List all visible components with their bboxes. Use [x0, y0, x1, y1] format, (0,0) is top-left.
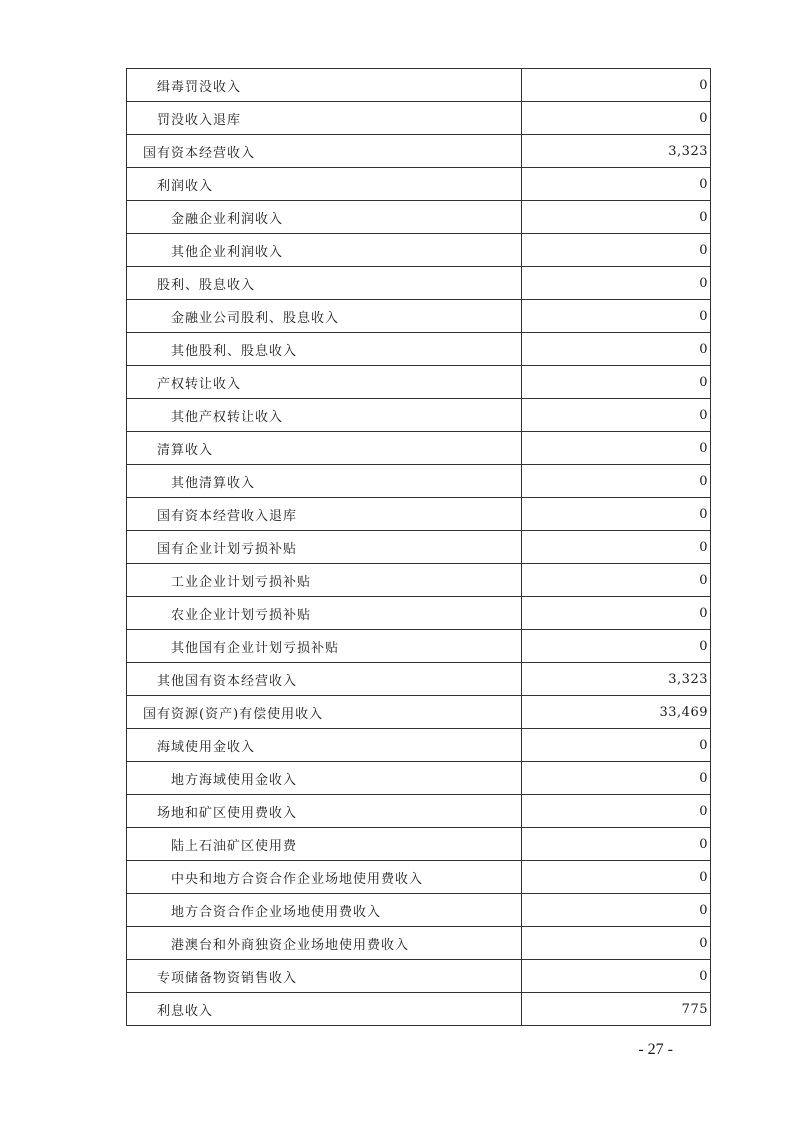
item-name-cell: 地方合资合作企业场地使用费收入 [127, 894, 522, 927]
table-row [127, 597, 711, 630]
item-name-cell: 中央和地方合资合作企业场地使用费收入 [127, 861, 522, 894]
table-row [127, 69, 711, 102]
item-name-cell: 国有资本经营收入退库 [127, 498, 522, 531]
table-row [127, 960, 711, 993]
item-value-cell: 0 [522, 861, 711, 894]
item-name-cell: 清算收入 [127, 432, 522, 465]
table-row [127, 861, 711, 894]
item-value-cell: 0 [522, 531, 711, 564]
page-number: - 27 - [638, 1041, 673, 1058]
table-row [127, 399, 711, 432]
item-value-cell: 0 [522, 729, 711, 762]
table-row [127, 234, 711, 267]
table-row [127, 729, 711, 762]
table-row [127, 201, 711, 234]
item-name-cell: 陆上石油矿区使用费 [127, 828, 522, 861]
item-name-cell: 地方海域使用金收入 [127, 762, 522, 795]
item-name-cell: 专项储备物资销售收入 [127, 960, 522, 993]
item-value-cell: 0 [522, 267, 711, 300]
item-value-cell: 0 [522, 564, 711, 597]
table-row [127, 993, 711, 1026]
item-value-cell: 3,323 [522, 135, 711, 168]
budget-table [126, 68, 711, 1026]
item-name-cell: 其他股利、股息收入 [127, 333, 522, 366]
item-value-cell: 0 [522, 300, 711, 333]
table-row [127, 663, 711, 696]
item-value-cell: 33,469 [522, 696, 711, 729]
item-value-cell: 775 [522, 993, 711, 1026]
item-name-cell: 罚没收入退库 [127, 102, 522, 135]
item-value-cell: 0 [522, 630, 711, 663]
table-row [127, 927, 711, 960]
item-name-cell: 其他清算收入 [127, 465, 522, 498]
item-value-cell: 0 [522, 201, 711, 234]
item-value-cell: 0 [522, 234, 711, 267]
item-value-cell: 0 [522, 102, 711, 135]
item-value-cell: 0 [522, 333, 711, 366]
table-row [127, 102, 711, 135]
table-body [127, 69, 711, 1026]
table-row [127, 795, 711, 828]
item-name-cell: 国有企业计划亏损补贴 [127, 531, 522, 564]
item-value-cell: 0 [522, 366, 711, 399]
item-name-cell: 国有资本经营收入 [127, 135, 522, 168]
item-name-cell: 金融企业利润收入 [127, 201, 522, 234]
item-name-cell: 金融业公司股利、股息收入 [127, 300, 522, 333]
item-name-cell: 工业企业计划亏损补贴 [127, 564, 522, 597]
item-name-cell: 场地和矿区使用费收入 [127, 795, 522, 828]
item-value-cell: 0 [522, 597, 711, 630]
item-name-cell: 产权转让收入 [127, 366, 522, 399]
item-name-cell: 其他国有资本经营收入 [127, 663, 522, 696]
item-name-cell: 缉毒罚没收入 [127, 69, 522, 102]
item-name-cell: 利润收入 [127, 168, 522, 201]
item-name-cell: 利息收入 [127, 993, 522, 1026]
table-row [127, 498, 711, 531]
item-name-cell: 其他企业利润收入 [127, 234, 522, 267]
table-row [127, 894, 711, 927]
item-value-cell: 0 [522, 762, 711, 795]
item-value-cell: 0 [522, 894, 711, 927]
table-row [127, 135, 711, 168]
item-name-cell: 国有资源(资产)有偿使用收入 [127, 696, 522, 729]
table-row [127, 366, 711, 399]
table-row [127, 828, 711, 861]
table-row [127, 333, 711, 366]
item-name-cell: 其他国有企业计划亏损补贴 [127, 630, 522, 663]
table-row [127, 168, 711, 201]
item-name-cell: 农业企业计划亏损补贴 [127, 597, 522, 630]
item-value-cell: 0 [522, 465, 711, 498]
item-value-cell: 0 [522, 399, 711, 432]
item-name-cell: 海域使用金收入 [127, 729, 522, 762]
table-row [127, 630, 711, 663]
item-value-cell: 0 [522, 795, 711, 828]
item-value-cell: 0 [522, 168, 711, 201]
item-value-cell: 3,323 [522, 663, 711, 696]
table-row [127, 762, 711, 795]
item-value-cell: 0 [522, 432, 711, 465]
item-name-cell: 其他产权转让收入 [127, 399, 522, 432]
table-row [127, 432, 711, 465]
item-value-cell: 0 [522, 69, 711, 102]
table-row [127, 267, 711, 300]
item-name-cell: 港澳台和外商独资企业场地使用费收入 [127, 927, 522, 960]
item-value-cell: 0 [522, 498, 711, 531]
table-row [127, 564, 711, 597]
item-name-cell: 股利、股息收入 [127, 267, 522, 300]
item-value-cell: 0 [522, 960, 711, 993]
table-row [127, 696, 711, 729]
item-value-cell: 0 [522, 927, 711, 960]
table-row [127, 531, 711, 564]
table-row [127, 465, 711, 498]
table-row [127, 300, 711, 333]
item-value-cell: 0 [522, 828, 711, 861]
